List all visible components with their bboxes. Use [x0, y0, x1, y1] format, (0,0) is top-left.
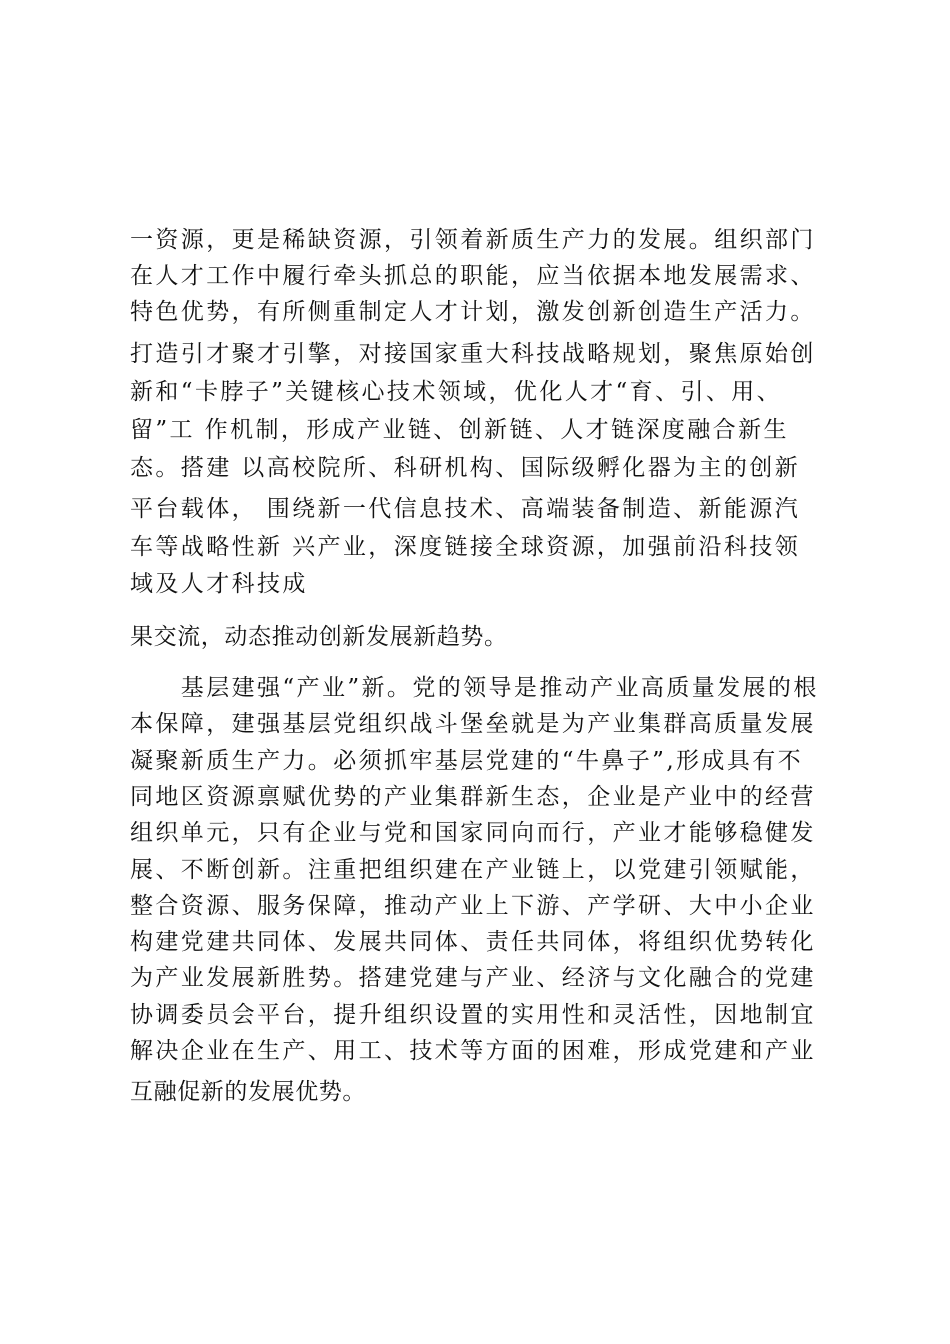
text-line: 车等战略性新 兴产业，深度链接全球资源，加强前沿科技领	[130, 534, 801, 560]
text-line: 打造引才聚才引擎，对接国家重大科技战略规划，聚焦原始创	[130, 341, 816, 367]
text-line: 一资源，更是稀缺资源，引领着新质生产力的发展。组织部门	[130, 227, 816, 253]
text-line: 特色优势，有所侧重制定人才计划，激发创新创造生产活力。	[130, 299, 816, 325]
text-line: 互融促新的发展优势。	[130, 1079, 366, 1105]
text-line: 本保障，建强基层党组织战斗堡垒就是为产业集群高质量发展	[130, 711, 816, 737]
text-line: 同地区资源禀赋优势的产业集群新生态，企业是产业中的经营	[130, 784, 816, 810]
text-line: 基层建强“产业”新。党的领导是推动产业高质量发展的根	[130, 675, 819, 701]
text-line: 为产业发展新胜势。搭建党建与产业、经济与文化融合的党建	[130, 965, 816, 991]
text-line: 果交流，动态推动创新发展新趋势。	[130, 624, 508, 650]
text-line: 新和“卡脖子”关键核心技术领域，优化人才“育、引、用、	[130, 379, 783, 405]
text-line: 展、不断创新。注重把组织建在产业链上，以党建引领赋能，	[130, 857, 816, 883]
text-line: 构建党建共同体、发展共同体、责任共同体，将组织优势转化	[130, 929, 816, 955]
text-line: 在人才工作中履行牵头抓总的职能，应当依据本地发展需求、	[130, 263, 816, 289]
text-line: 态。搭建 以高校院所、科研机构、国际级孵化器为主的创新	[130, 455, 801, 481]
text-line: 协调委员会平台，提升组织设置的实用性和灵活性，因地制宜	[130, 1002, 816, 1028]
text-line: 组织单元，只有企业与党和国家同向而行，产业才能够稳健发	[130, 820, 816, 846]
text-line: 留”工 作机制，形成产业链、创新链、人才链深度融合新生	[130, 417, 789, 443]
text-line: 解决企业在生产、用工、技术等方面的困难，形成党建和产业	[130, 1038, 816, 1064]
text-line: 整合资源、服务保障，推动产业上下游、产学研、大中小企业	[130, 893, 816, 919]
text-line: 域及人才科技成	[130, 571, 308, 597]
text-line: 凝聚新质生产力。必须抓牢基层党建的“牛鼻子”,形成具有不	[130, 748, 804, 774]
text-line: 平台载体， 围绕新一代信息技术、高端装备制造、新能源汽	[130, 496, 801, 522]
